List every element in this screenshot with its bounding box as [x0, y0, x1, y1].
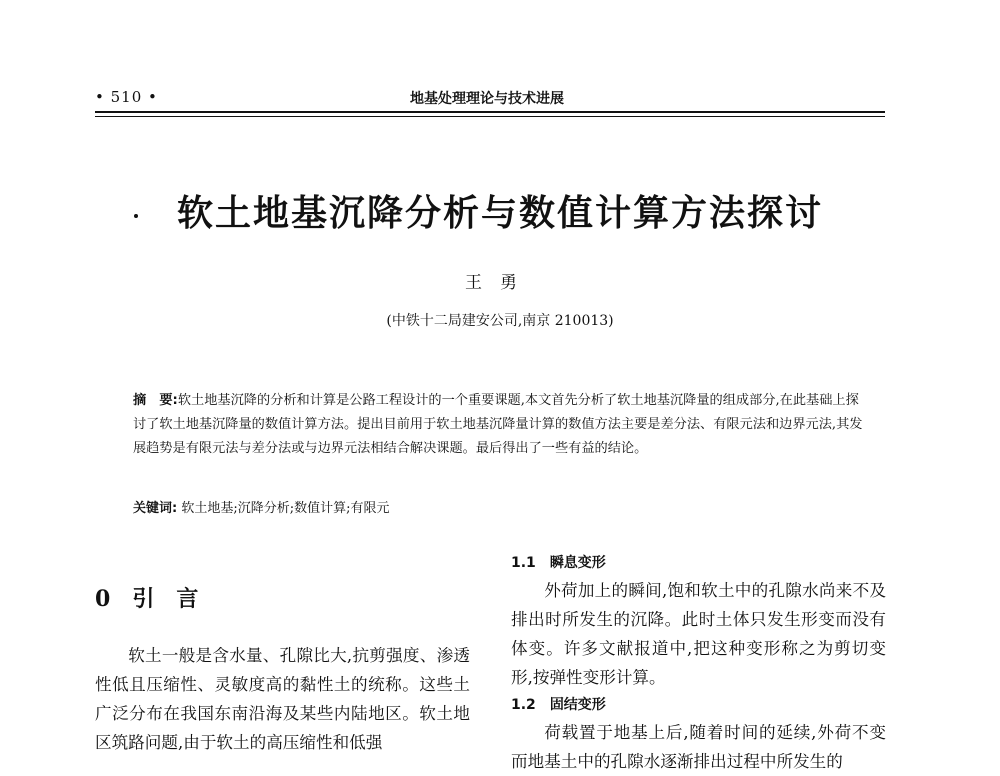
abstract-text: 软土地基沉降的分析和计算是公路工程设计的一个重要课题,本文首先分析了软土地基沉降量的组成部分,在此基础上探讨了软土地基沉降量的数值计算方法。提出目前用于软土地基沉降量计算的数值方法主要是差分法、有限元法和边界元法,其发展趋势是有限元法与差分法或与边界元法相结合解决课题。最后得出了一些有益的结论。 [133, 393, 863, 456]
abstract-label: 摘 要: [133, 393, 178, 408]
subsection-title: 固结变形 [549, 697, 606, 713]
author-name: 王勇 [465, 273, 535, 293]
subsection-heading [511, 692, 886, 718]
abstract [133, 389, 866, 461]
subsection-paragraph: 荷载置于地基上后,随着时间的延续,外荷不变而地基土中的孔隙水逐渐排出过程中所发生的 [511, 723, 886, 771]
running-title: 地基处理理论与技术进展 [410, 91, 564, 107]
title-mark [134, 214, 138, 218]
header-rule-thin [95, 116, 885, 117]
article-title: 软土地基沉降分析与数值计算方法探讨 [176, 192, 823, 234]
author-affiliation: (中铁十二局建安公司,南京 210013) [386, 313, 614, 329]
subsection-number: 1.2 [511, 697, 536, 713]
page-number: • 510 • [95, 88, 158, 106]
subsection-title: 瞬息变形 [549, 555, 606, 571]
keywords-text: 软土地基;沉降分析;数值计算;有限元 [181, 501, 390, 516]
subsection-number: 1.1 [511, 555, 536, 571]
subsection-paragraph: 外荷加上的瞬间,饱和软土中的孔隙水尚来不及排出时所发生的沉降。此时土体只发生形变而没有体变。许多文献报道中,把这种变形称之为剪切变形,按弹性变形计算。 [511, 581, 886, 687]
page-header [95, 88, 885, 112]
section-title: 引言 [132, 587, 221, 612]
section-heading [95, 582, 220, 613]
header-rule-thick [95, 111, 885, 113]
subsection-heading [511, 550, 886, 576]
section-number: 0 [95, 586, 111, 612]
right-column [511, 550, 886, 776]
keywords-label: 关键词: [133, 501, 178, 516]
keywords [133, 497, 866, 516]
left-column-body [95, 641, 470, 757]
intro-paragraph: 软土一般是含水量、孔隙比大,抗剪强度、渗透性低且压缩性、灵敏度高的黏性土的统称。这些土广泛分布在我国东南沿海及某些内陆地区。软土地区筑路问题,由于软土的高压缩性和低强 [95, 646, 470, 752]
